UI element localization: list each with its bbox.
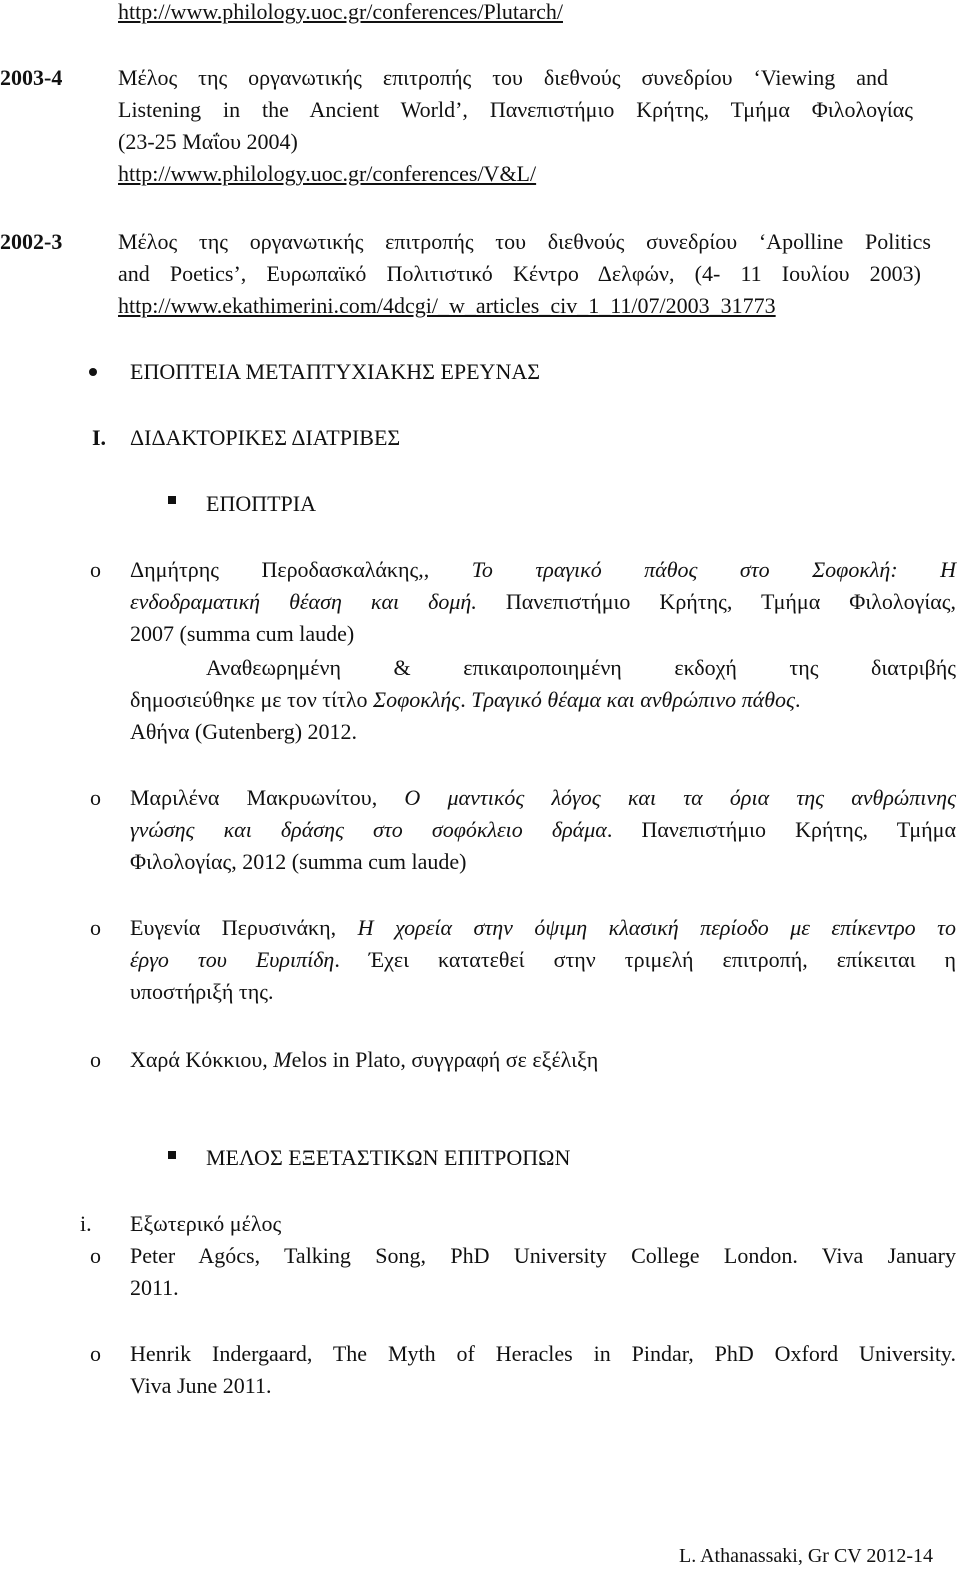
ekathimerini-link[interactable]: http://www.ekathimerini.com/4dcgi/_w_articles_civ_1_11/07/2003_31773 xyxy=(118,293,776,318)
list-item-line: Μαριλένα Μακρυωνίτου, Ο μαντικός λόγος και τα όρια της ανθρώπινης xyxy=(130,785,957,810)
list-item-line: υποστήριξή της. xyxy=(130,979,274,1004)
supervision-heading: ΕΠΟΠΤΕΙΑ ΜΕΤΑΠΤΥΧΙΑΚΗΣ ΕΡΕΥΝΑΣ xyxy=(130,359,541,384)
entry-year: 2003-4 xyxy=(0,65,63,90)
list-item-line: Viva June 2011. xyxy=(130,1373,272,1398)
list-item-line: Χαρά Κόκκιου, Melos in Plato, συγγραφή σε εξέλιξη xyxy=(130,1047,599,1072)
list-item-line: δημοσιεύθηκε με τον τίτλο Σοφοκλής. Τραγικό θέαμα και ανθρώπινο πάθος. xyxy=(130,687,801,712)
list-marker: o xyxy=(90,1047,101,1072)
list-item-line: Αναθεωρημένη & επικαιροποιημένη εκδοχή της διατριβής xyxy=(206,655,956,680)
list-marker: o xyxy=(90,1243,101,1268)
section-title: ΔΙΔΑΚΤΟΡΙΚΕΣ ΔΙΑΤΡΙΒΕΣ xyxy=(130,425,401,450)
plutarch-link[interactable]: http://www.philology.uoc.gr/conferences/Plutarch/ xyxy=(118,0,563,24)
entry-text-line: Μέλος της οργανωτικής επιτροπής του διεθνούς συνεδρίου ‘Viewing and xyxy=(118,65,888,90)
list-item-line: 2011. xyxy=(130,1275,179,1300)
list-marker: o xyxy=(90,915,101,940)
list-marker: o xyxy=(90,557,101,582)
committees-heading: ΜΕΛΟΣ ΕΞΕΤΑΣΤΙΚΩΝ ΕΠΙΤΡΟΠΩΝ xyxy=(206,1145,571,1170)
square-bullet-icon xyxy=(168,1151,176,1159)
list-marker: o xyxy=(90,785,101,810)
entry-text-line: Listening in the Ancient World’, Πανεπιστήμιο Κρήτης, Τμήμα Φιλολογίας xyxy=(118,97,913,122)
vl-conference-link[interactable]: http://www.philology.uoc.gr/conferences/V&L/ xyxy=(118,161,537,186)
entry-text-line: and Poetics’, Ευρωπαϊκό Πολιτιστικό Κέντρο Δελφών, (4- 11 Ιουλίου 2003) xyxy=(118,261,921,286)
entry-text-line: Μέλος της οργανωτικής επιτροπής του διεθνούς συνεδρίου ‘Apolline Politics xyxy=(118,229,931,254)
subsection-number: i. xyxy=(80,1211,92,1236)
subsection-title: Εξωτερικό μέλος xyxy=(130,1211,282,1236)
list-item-line: Peter Agócs, Talking Song, PhD University College London. Viva January xyxy=(130,1243,956,1268)
entry-text-line: (23-25 Μαΐου 2004) xyxy=(118,129,298,154)
list-item-line: Henrik Indergaard, The Myth of Heracles in Pindar, PhD Oxford University. xyxy=(130,1341,956,1366)
list-item-line: 2007 (summa cum laude) xyxy=(130,621,355,646)
role-label: ΕΠΟΠΤΡΙΑ xyxy=(206,491,316,516)
square-bullet-icon xyxy=(168,496,176,504)
list-item-line: Φιλολογίας, 2012 (summa cum laude) xyxy=(130,849,467,874)
page-footer: L. Athanassaki, Gr CV 2012-14 xyxy=(679,1545,934,1567)
list-item-line: γνώσης και δράσης στο σοφόκλειο δράμα. Πανεπιστήμιο Κρήτης, Τμήμα xyxy=(130,817,956,842)
list-marker: o xyxy=(90,1341,101,1366)
list-item-line: ενδοδραματική θέαση και δομή. Πανεπιστήμιο Κρήτης, Τμήμα Φιλολογίας, xyxy=(130,589,956,614)
list-item-line: έργο του Ευριπίδη. Έχει κατατεθεί στην τριμελή επιτροπή, επίκειται η xyxy=(130,947,956,972)
entry-year: 2002-3 xyxy=(0,229,63,254)
list-item-line: Ευγενία Περυσινάκη, Η χορεία στην όψιμη κλασική περίοδο με επίκεντρο το xyxy=(130,915,957,940)
bullet-icon xyxy=(89,368,97,376)
section-number: I. xyxy=(92,425,107,450)
list-item-line: Αθήνα (Gutenberg) 2012. xyxy=(130,719,358,744)
list-item-line: Δημήτρης Περοδασκαλάκης,, Το τραγικό πάθος στο Σοφοκλή: Η xyxy=(130,557,957,582)
